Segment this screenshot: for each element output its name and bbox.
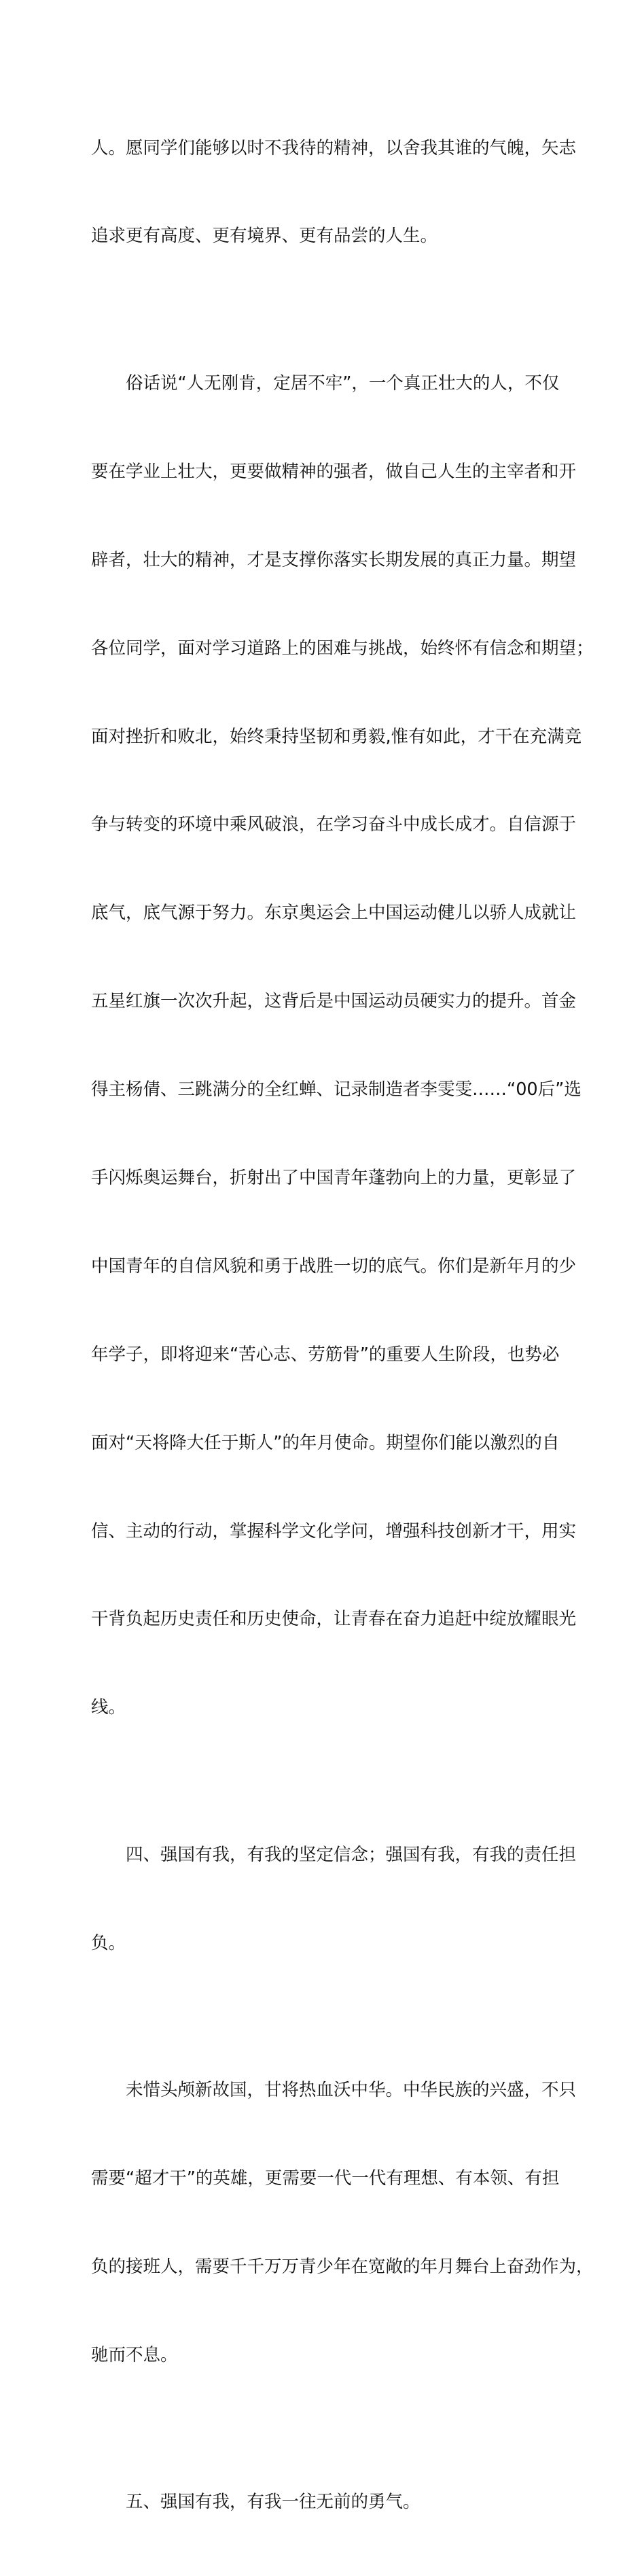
text-line: 负的接班人，需要千千万万青少年在宽敞的年月舞台上奋劲作为， — [91, 2256, 594, 2277]
paragraph-heading-4 — [91, 1781, 577, 2017]
text-line: 中国青年的自信风貌和勇于战胜一切的底气。你们是新年月的少 — [91, 1255, 577, 1276]
text-line: 干背负起历史责任和历史使命，让青春在奋力追赶中绽放耀眼光 — [91, 1609, 577, 1630]
text-line: 要在学业上壮大，更要做精神的强者，做自己人生的主宰者和开 — [91, 461, 577, 482]
text-line: 辟者，壮大的精神，才是支撑你落实长期发展的真正力量。期望 — [91, 549, 577, 570]
text-line: 各位同学，面对学习道路上的困难与挑战，始终怀有信念和期望； — [91, 638, 594, 659]
text-line: 线。 — [91, 1697, 126, 1718]
paragraph-1 — [91, 75, 577, 310]
text-line: 四、强国有我，有我的坚定信念；强国有我，有我的责任担 — [126, 1844, 577, 1865]
paragraph-heading-5 — [91, 2429, 539, 2576]
paragraph-4 — [91, 2017, 594, 2429]
text-line: 负。 — [91, 1932, 126, 1953]
text-line: 俗话说“人无刚肯，定居不牢”，一个真正壮大的人，不仅 — [126, 372, 560, 394]
text-line: 信、主动的行动，掌握科学文化学问，增强科技创新才干，用实 — [91, 1520, 577, 1542]
text-line: 面对“天将降大任于斯人”的年月使命。期望你们能以激烈的自 — [91, 1432, 560, 1453]
text-line: 争与转变的环境中乘风破浪，在学习奋斗中成长成才。自信源于 — [91, 814, 577, 835]
text-line: 驰而不息。 — [91, 2344, 178, 2365]
text-line: 底气，底气源于努力。东京奥运会上中国运动健儿以骄人成就让 — [91, 903, 577, 924]
text-line: 五、强国有我，有我一往无前的勇气。 — [126, 2492, 421, 2513]
text-line: 面对挫折和败北，始终秉持坚韧和勇毅,惟有如此，才干在充满竞 — [91, 726, 582, 747]
text-line: 五星红旗一次次升起，这背后是中国运动员硬实力的提升。首金 — [91, 991, 577, 1012]
text-line: 未惜头颅新故国，甘将热血沃中华。中华民族的兴盛，不只 — [126, 2080, 577, 2101]
text-line: 年学子，即将迎来“苦心志、劳筋骨”的重要人生阶段，也势必 — [91, 1344, 560, 1365]
text-line: 追求更有高度、更有境界、更有品尝的人生。 — [91, 226, 438, 247]
text-line: 需要“超才干”的英雄，更需要一代一代有理想、有本领、有担 — [91, 2168, 560, 2189]
text-line: 得主杨倩、三跳满分的全红蝉、记录制造者李雯雯……“00后”选 — [91, 1079, 582, 1100]
document-body — [91, 75, 594, 2576]
text-line: 人。愿同学们能够以时不我待的精神，以舍我其谁的气魄，矢志 — [91, 137, 577, 158]
paragraph-2 — [91, 310, 594, 1781]
text-line: 手闪烁奥运舞台，折射出了中国青年蓬勃向上的力量，更彰显了 — [91, 1167, 577, 1188]
